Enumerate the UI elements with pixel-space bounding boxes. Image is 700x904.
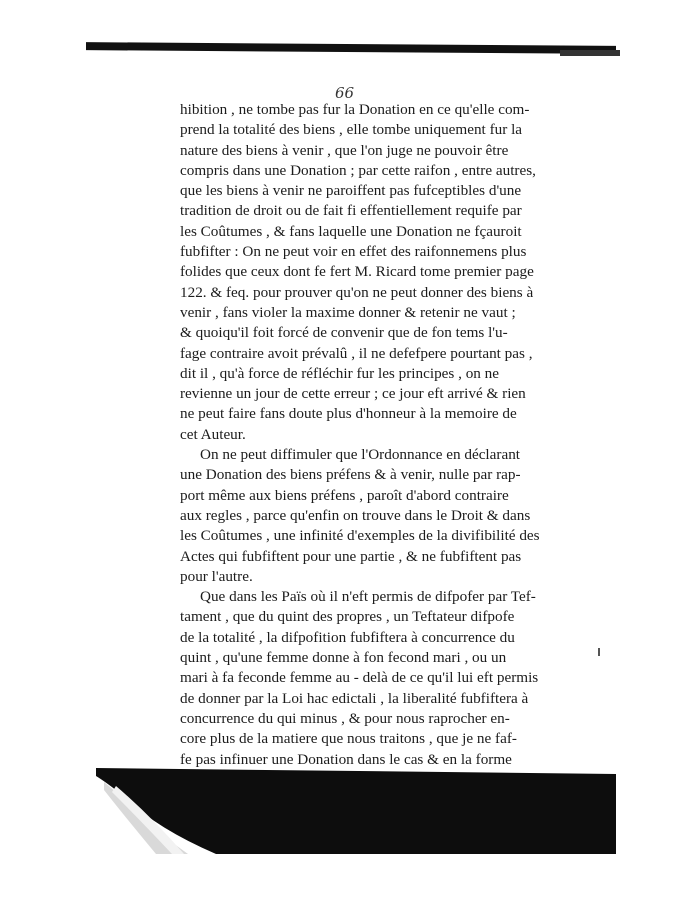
text-line: fe pas infinuer une Donation dans le cas & en la forme [180,750,512,768]
body-text [180,100,552,810]
text-line: 122. & feq. pour prouver qu'on ne peut donner des biens à [180,283,534,301]
text-line: Que dans les Païs où il n'eft permis de difpofer par Tef- [200,588,536,606]
margin-mark [598,648,600,656]
text-line: revienne un jour de cette erreur ; ce jour eft arrivé & rien [180,385,526,403]
text-line: quint , qu'une femme donne à fon fecond mari , ou un [180,649,507,667]
text-line: pour l'autre. [180,567,253,585]
text-line: hibition , ne tombe pas fur la Donation en ce qu'elle com- [180,101,530,118]
text-line: de la totalité , la difpofition fubfiftera à concurrence du [180,628,515,646]
text-line: aux regles , parce qu'enfin on trouve dans le Droit & dans [180,506,531,524]
text-line: de donner par la Loi hac edictali , la liberalité fubfiftera à [180,689,529,707]
text-line: port même aux biens préfens , paroît d'abord contraire [180,486,509,504]
text-line: nature des biens à venir , que l'on juge ne pouvoir être [180,141,509,159]
text-line: mari à fa feconde femme au - delà de ce qu'il lui eft permis [180,669,539,687]
text-line: les Coûtumes , & fans laquelle une Donation ne fçauroit [180,222,522,240]
text-line: cet Auteur. [180,425,246,443]
text-line: une Donation des biens préfens & à venir, nulle par rap- [180,466,521,484]
text-line: ne peut faire fans doute plus d'honneur à la memoire de [180,405,517,423]
text-line: que les biens à venir ne paroiffent pas fufceptibles d'une [180,182,522,200]
text-line: & quoiqu'il foit forcé de convenir que de fon tems l'u- [180,324,508,342]
text-line: concurrence du qui minus , & pour nous raprocher en- [180,709,510,727]
text-line: prend la totalité des biens , elle tombe uniquement fur la [180,121,523,139]
scan-edge-top [86,42,616,54]
text-line: core plus de la matiere que nous traitons , que je ne faf- [180,730,517,748]
text-line: folides que ceux dont fe fert M. Ricard tome premier page [180,263,534,281]
text-line: On ne peut diffimuler que l'Ordonnance en déclarant [200,446,521,464]
text-line: les Coûtumes , une infinité d'exemples de la divifibilité des [180,527,540,545]
scan-edge-bottom [96,768,616,854]
text-line: compris dans une Donation ; par cette raifon , entre autres, [180,161,536,179]
page-number: 66 [335,84,355,102]
text-line: Actes qui fubfiftent pour une partie , & ne fubfiftent pas [180,547,522,565]
scan-edge-top-tail [560,50,620,56]
text-line: tament , que du quint des propres , un Teftateur difpofe [180,608,515,626]
text-line: fubfifter : On ne peut voir en effet des raifonnemens plus [180,243,527,261]
text-line: dit il , qu'à force de réfléchir fur les principes , on ne [180,364,500,382]
text-line: fage contraire avoit prévalû , il ne defefpere pourtant pas , [180,344,533,362]
text-line: venir , fans violer la maxime donner & retenir ne vaut ; [180,303,516,321]
text-line: tradition de droit ou de fait fi effentiellement requife par [180,202,522,220]
